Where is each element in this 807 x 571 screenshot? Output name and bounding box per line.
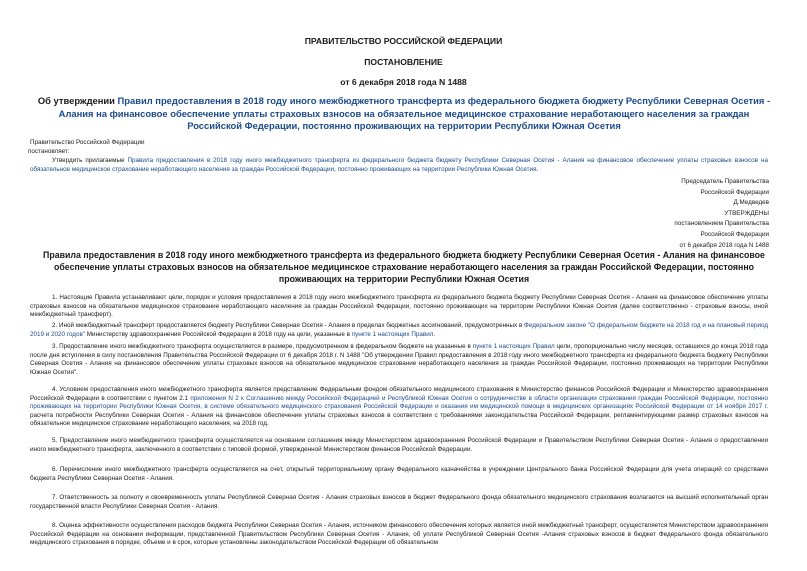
p4-text-b: расчета потребности Республики Северная Осетия - Алания на финансовое обеспечение уплаты страховых взносов в соответствии с требованиями законодательства Российской Федерации, регламентирующими размер страховых взносов на обязательное медицинское страхование неработающего населения, на 2018 год. [30, 411, 768, 427]
approve-rules-link[interactable]: Правила предоставления в 2018 году иного межбюджетного трансферта из федерального бюджета бюджету Республики Северная Осетия - Алания на финансовое обеспечение уплаты страховых взносов на обязательное медицинское страхование неработающего населения за граждан Российской Федерации, постоянно проживающих на территории Республики Южная Осетия [30, 157, 768, 173]
signature-line2: Российской Федерации [700, 188, 769, 196]
document-title [30, 95, 778, 133]
rules-title: Правила предоставления в 2018 году иного межбюджетного трансферта из федерального бюджета бюджету Республики Северная Осетия - Алания на финансовое обеспечение уплаты страховых взносов на обязательное медицинское страхование неработающего населения за граждан Российской Федерации, постоянно проживающих на территории Республики Южная Осетия [43, 250, 765, 285]
p4-agreement-link[interactable]: приложения N 2 к Соглашению между Российской Федерацией и Республикой Южная Осетия о сотрудничестве в области организации страхования граждан Российской Федерации, постоянно проживающих на территории Республики Южная Осетия, в системе обязательного медицинского страхования Российской Федерации и оказания им медицинской помощи в медицинских организациях Российской Федерации от 14 ноября 2017 г. [30, 394, 768, 410]
p2-rules-point-link[interactable]: пункте 1 настоящих Правил [351, 330, 434, 338]
signature-line3: Д.Медведев [733, 199, 769, 207]
preamble-line2: постановляет: [28, 148, 70, 155]
paragraph-6: 6. Перечисление иного межбюджетного трансферта осуществляется на счет, открытый территориальному органу Федерального казначейства в учреждении Центрального банка Российской Федерации для учета операций со средствами бюджета Республики Северная Осетия - Алания. [30, 466, 768, 482]
approve-suffix: . [536, 165, 539, 173]
preamble-line1: Правительство Российской Федерации [30, 139, 145, 146]
p2-text-a: 2. Иной межбюджетный трансферт предоставляется бюджету Республики Северная Осетия - Алания в пределах бюджетных ассигнований, предусмотренных в [52, 322, 525, 329]
header-date-number: от 6 декабря 2018 года N 1488 [340, 77, 467, 87]
p3-rules-point-link[interactable]: пункте 1 настоящих Правил [472, 343, 555, 350]
paragraph-7: 7. Ответственность за полноту и своевременность уплаты Республикой Северная Осетия - Алания страховых взносов в бюджет Федерального фонда обязательного медицинского страхования возлагается на высший исполнительный орган государственной власти Республики Северная Осетия - Алания. [30, 494, 768, 510]
signature-line1: Председатель Правительства [681, 178, 769, 185]
approve-paragraph [30, 157, 768, 174]
p4-text-a: 4. Условием предоставления иного межбюджетного трансферта является представление Федеральным фондом обязательного медицинского страхования в Министерство финансов Российской Федерации и Министерство здравоохранения Российской Федерации в соответствии с пунктом 2.1 [30, 386, 768, 402]
p2-text-b: Министерству здравоохранения Российской Федерации в 2018 году на цели, указанные в [85, 330, 352, 338]
paragraph-4 [30, 386, 768, 429]
approved-line1: УТВЕРЖДЕНЫ [724, 209, 769, 217]
p2-text-c: . [433, 330, 436, 338]
p3-text-b: цели, пропорционально числу месяцев, оставшихся до конца 2018 года после дня вступления в силу постановления Правительства Российской Федерации от 6 декабря 2018 г. N 1488 "Об утверждении Правил предоставления в 2018 году иного межбюджетного трансферта из федерального бюджета бюджету Республики Северная Осетия - Алания на финансовое обеспечение уплаты страховых взносов на обязательное медицинское страхование неработающего населения за граждан Российской Федерации, постоянно проживающих на территории Республики Южная Осетия". [30, 343, 768, 376]
approved-line3: Российской Федерации [700, 230, 769, 238]
paragraph-2 [30, 322, 768, 339]
signature-block [569, 177, 769, 251]
title-prefix: Об утверждении [37, 95, 118, 106]
approved-line2: постановлением Правительства [674, 220, 769, 228]
approve-prefix: Утвердить прилагаемые [52, 157, 128, 164]
header-doc-type: ПОСТАНОВЛЕНИЕ [364, 57, 443, 67]
paragraph-3 [30, 343, 768, 377]
approved-line4: от 6 декабря 2018 года N 1488 [679, 241, 769, 249]
p2-federal-law-link[interactable]: Федеральном законе "О федеральном бюджете на 2018 год и на плановый период 2019 и 2020 годов" [30, 322, 768, 338]
title-rules-link[interactable]: Правил предоставления в 2018 году иного межбюджетного трансферта из федерального бюджета бюджету Республики Северная Осетия - Алания на финансовое обеспечение уплаты страховых взносов на обязательное медицинское страхование неработающего населения за граждан Российской Федерации, постоянно проживающих на территории Республики Южная Осетия [58, 95, 771, 132]
p3-text-a: 3. Предоставление иного межбюджетного трансферта осуществляется в размере, предусмотренном в федеральном бюджете на указанные в [52, 343, 473, 350]
paragraph-1: 1. Настоящие Правила устанавливают цели, порядок и условия предоставления в 2018 году иного межбюджетного трансферта из федерального бюджета бюджету Республики Северная Осетия - Алания на финансовое обеспечение уплаты страховых взносов на обязательное медицинское страхование неработающего населения за граждан Российской Федерации, постоянно проживающих на территории Республики Южная Осетия (далее соответственно - страховые взносы, иной межбюджетный трансферт). [30, 294, 768, 318]
paragraph-8: 8. Оценка эффективности осуществления расходов бюджета Республики Северная Осетия - Алания, источником финансового обеспечения которых является иной межбюджетный трансферт, осуществляется Министерством здравоохранения Российской Федерации на основании информации, представленной Правительством Республики Северная Осетия - Алания, об уплате Республикой Северная Осетия -Алания страховых взносов в бюджет Федерального фонда обязательного медицинского страхования в порядке, объеме и в срок, которые установлены законодательством Российской Федерации об обязательном [30, 522, 768, 546]
paragraph-5: 5. Предоставление иного межбюджетного трансферта осуществляется на основании соглашения между Министерством здравоохранения Российской Федерации и Правительством Республики Северная Осетия - Алания о предоставлении иного межбюджетного трансферта, заключенного в соответствии с типовой формой, утвержденной Министерством финансов Российской Федерации. [30, 437, 768, 453]
header-government: ПРАВИТЕЛЬСТВО РОССИЙСКОЙ ФЕДЕРАЦИИ [304, 36, 503, 46]
